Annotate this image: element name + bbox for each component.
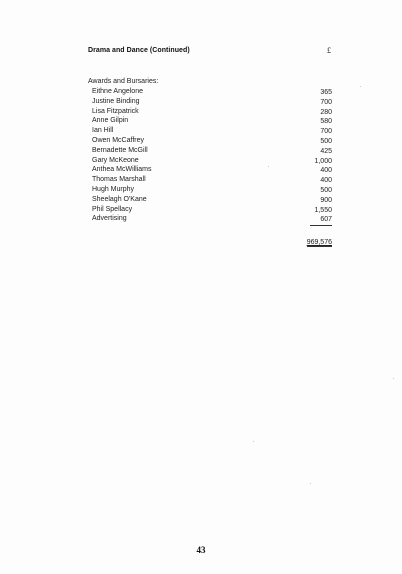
award-amount: 1,550 xyxy=(314,206,332,214)
award-amount: 400 xyxy=(320,167,332,175)
awards-list xyxy=(0,87,402,224)
list-item xyxy=(0,156,402,166)
award-amount: 607 xyxy=(310,215,332,226)
list-item xyxy=(0,175,402,185)
recipient-name: Thomas Marshall xyxy=(92,176,146,184)
list-item xyxy=(0,214,402,224)
award-amount: 365 xyxy=(320,89,332,96)
awards-label: Awards and Bursaries: xyxy=(88,78,159,85)
recipient-name: Bernadette McGill xyxy=(92,146,148,154)
recipient-name: Advertising xyxy=(92,215,127,223)
recipient-name: Lisa Fitzpatrick xyxy=(92,107,139,115)
list-item xyxy=(0,87,402,97)
award-amount: 700 xyxy=(320,128,332,136)
recipient-name: Ian Hill xyxy=(92,127,114,135)
award-amount: 280 xyxy=(320,108,332,116)
page-number: 43 xyxy=(196,545,206,555)
list-item xyxy=(0,205,402,215)
grand-total: 969,576 xyxy=(306,239,332,246)
list-item xyxy=(0,107,402,117)
recipient-name: Phil Spellacy xyxy=(92,205,133,213)
recipient-name: Anthea McWilliams xyxy=(92,166,152,174)
list-item xyxy=(0,185,402,195)
recipient-name: Owen McCaffrey xyxy=(92,136,144,144)
award-amount: 1,000 xyxy=(314,157,332,165)
award-amount: 700 xyxy=(320,98,332,106)
award-amount: 900 xyxy=(320,196,332,204)
award-amount: 500 xyxy=(320,137,332,145)
currency-symbol: £ xyxy=(327,46,331,55)
recipient-name: Anne Gilpin xyxy=(92,117,129,125)
scan-speck xyxy=(310,483,311,484)
list-item xyxy=(0,136,402,146)
list-item xyxy=(0,195,402,205)
award-amount: 500 xyxy=(320,186,332,194)
scan-speck xyxy=(268,166,269,167)
scan-speck xyxy=(360,86,361,87)
list-item xyxy=(0,165,402,175)
section-heading: Drama and Dance (Continued) xyxy=(88,47,190,54)
recipient-name: Hugh Murphy xyxy=(92,185,135,193)
recipient-name: Sheelagh O'Kane xyxy=(92,195,147,203)
list-item xyxy=(0,116,402,126)
award-amount: 580 xyxy=(320,118,332,126)
award-amount: 400 xyxy=(320,177,332,185)
scan-speck xyxy=(393,378,394,379)
list-item xyxy=(0,146,402,156)
list-item xyxy=(0,126,402,136)
recipient-name: Gary McKeone xyxy=(92,156,139,164)
recipient-name: Justine Binding xyxy=(92,97,140,105)
recipient-name: Eithne Angelone xyxy=(92,88,143,95)
award-amount: 425 xyxy=(320,147,332,155)
scan-speck xyxy=(253,441,254,442)
list-item xyxy=(0,97,402,107)
